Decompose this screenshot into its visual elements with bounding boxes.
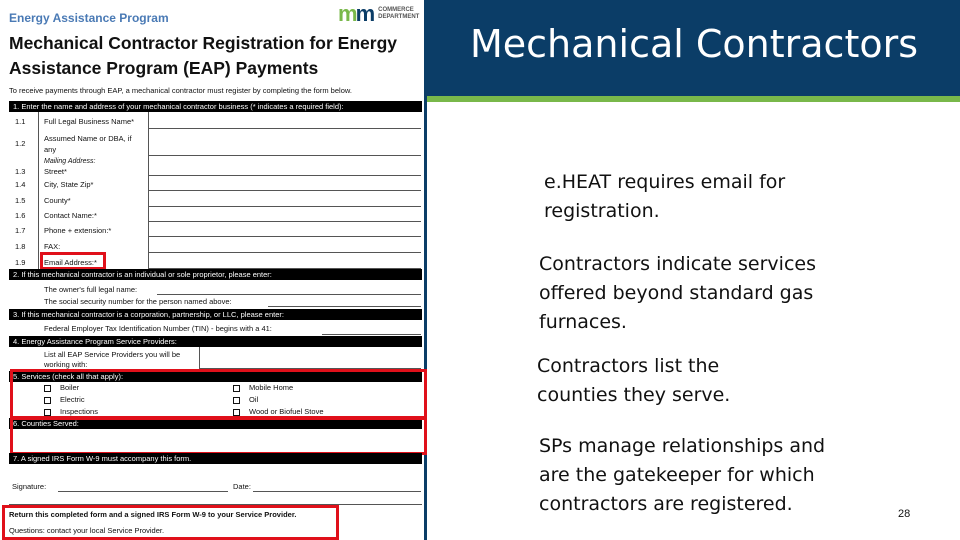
service-checkbox-mobile-home[interactable]: Mobile Home	[233, 383, 293, 392]
commerce-logo	[338, 1, 420, 26]
field-label: County*	[44, 196, 71, 205]
row-number: 1.6	[15, 211, 26, 220]
field-label: Phone + extension:*	[44, 226, 112, 235]
service-checkbox-inspections[interactable]: Inspections	[44, 407, 98, 416]
section-7-bar: 7. A signed IRS Form W-9 must accompany this form.	[9, 453, 422, 464]
counties-highlight-box	[10, 417, 427, 455]
row-number: 1.9	[15, 258, 26, 267]
field-label: The owner's full legal name:	[44, 285, 138, 294]
section-3-bar: 3. If this mechanical contractor is a corporation, partnership, or LLC, please enter:	[9, 309, 422, 320]
field-label: Contact Name:*	[44, 211, 97, 220]
bullet-counties: Contractors list the counties they serve.	[537, 355, 731, 406]
signature-label: Signature:	[12, 482, 47, 491]
slide-header-accent	[427, 96, 960, 102]
form-intro: To receive payments through EAP, a mechanical contractor must register by completing the form below.	[9, 86, 352, 95]
services-highlight-box	[10, 369, 427, 419]
bullet-email-requirement: e.HEAT requires email for registration.	[544, 171, 786, 222]
row-number: 1.2	[15, 139, 26, 148]
service-checkbox-wood-stove[interactable]: Wood or Biofuel Stove	[233, 407, 324, 416]
date-label: Date:	[233, 482, 251, 491]
row-number: 1.4	[15, 180, 26, 189]
bullet-services: Contractors indicate services offered beyond standard gas furnaces.	[539, 253, 816, 333]
section-5-bar: 5. Services (check all that apply):	[9, 371, 422, 382]
field-label: Email Address:*	[44, 258, 97, 267]
row-number: 1.8	[15, 242, 26, 251]
program-name: Energy Assistance Program	[9, 11, 169, 25]
row-number: 1.3	[15, 167, 26, 176]
footer-questions-note: Questions: contact your local Service Provider.	[9, 526, 165, 535]
section-2-bar: 2. If this mechanical contractor is an individual or sole proprietor, please enter:	[9, 269, 422, 280]
section-6-bar: 6. Counties Served:	[9, 418, 422, 429]
section-1-bar: 1. Enter the name and address of your mechanical contractor business (* indicates a required field):	[9, 101, 422, 112]
field-label: Full Legal Business Name*	[44, 117, 135, 126]
bullet-service-providers: SPs manage relationships and are the gatekeeper for which contractors are registered.	[539, 435, 826, 515]
field-label: The social security number for the person named above:	[44, 297, 232, 306]
service-checkbox-boiler[interactable]: Boiler	[44, 383, 79, 392]
service-checkbox-oil[interactable]: Oil	[233, 395, 258, 404]
field-label: FAX:	[44, 242, 61, 251]
field-label: City, State Zip*	[44, 180, 94, 189]
page-number: 28	[898, 508, 911, 520]
field-label: List all EAP Service Providers you will be	[44, 350, 181, 359]
commerce-logo-text: COMMERCE DEPARTMENT	[378, 7, 420, 20]
footer-return-note: Return this completed form and a signed IRS Form W-9 to your Service Provider.	[9, 510, 297, 519]
field-sublabel: Mailing Address:	[44, 158, 96, 165]
email-highlight-box	[40, 252, 106, 270]
field-label: Assumed Name or DBA, if	[44, 134, 132, 143]
row-number: 1.7	[15, 226, 26, 235]
service-checkbox-electric[interactable]: Electric	[44, 395, 85, 404]
field-label: Federal Employer Tax Identification Number (TIN) - begins with a 41:	[44, 324, 272, 333]
registration-form-image	[0, 0, 427, 540]
row-number: 1.5	[15, 196, 26, 205]
field-label: any	[44, 145, 57, 154]
section-4-bar: 4. Energy Assistance Program Service Providers:	[9, 336, 422, 347]
row-number: 1.1	[15, 117, 26, 126]
form-title: Mechanical Contractor Registration for Energy Assistance Program (EAP) Payments	[9, 33, 397, 78]
commerce-logo-mark: mm	[338, 1, 374, 26]
field-label: Street*	[44, 167, 67, 176]
field-label: working with:	[44, 360, 88, 369]
slide-title: Mechanical Contractors	[470, 22, 919, 66]
footer-highlight-box	[2, 505, 339, 540]
